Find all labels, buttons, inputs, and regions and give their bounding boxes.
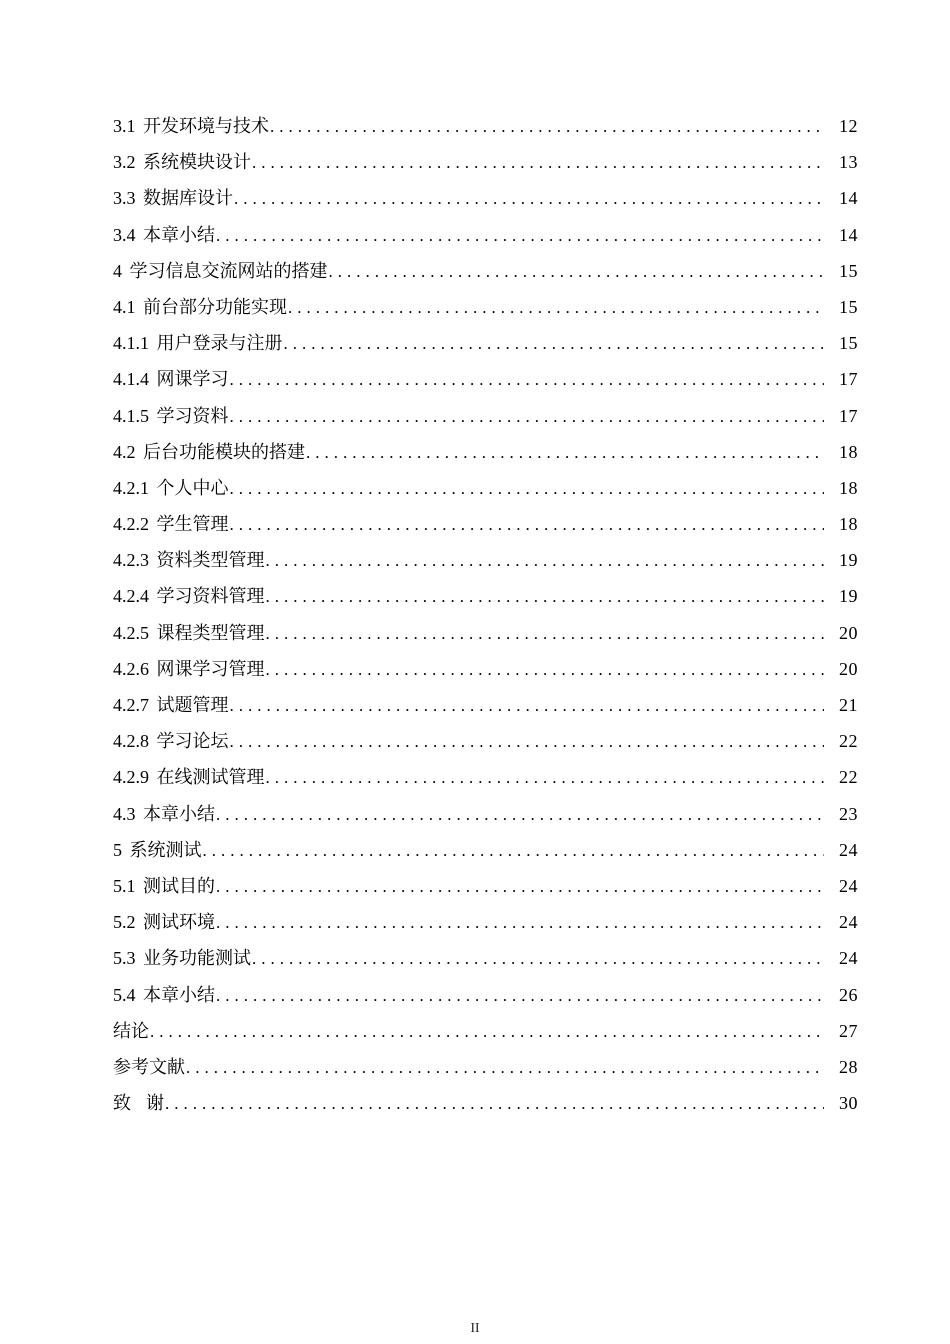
toc-entry-label: 5.2 测试环境 [113,912,215,933]
toc-entry-page: 28 [839,1056,858,1077]
toc-entry[interactable] [113,1017,858,1053]
dot-leader [216,877,824,897]
toc-entry-label: 结论 [113,1020,149,1041]
toc-entry-label: 4.2.4 学习资料管理 [113,586,265,607]
toc-entry-page: 30 [839,1093,858,1114]
toc-entry-label: 3.3 数据库设计 [113,188,233,209]
dot-leader [266,768,825,788]
toc-entry-page: 12 [839,116,858,136]
dot-leader [252,949,824,969]
dot-leader [216,226,824,246]
dot-leader [216,913,824,933]
toc-entry-label: 3.2 系统模块设计 [113,152,251,173]
toc-entry-page: 15 [839,260,858,281]
toc-entry-label: 4.2.8 学习论坛 [113,731,229,752]
toc-entry[interactable] [113,546,858,582]
dot-leader [150,1022,824,1042]
toc-entry-label: 5.1 测试目的 [113,875,215,896]
dot-leader [270,117,824,137]
toc-entry[interactable] [113,293,858,329]
toc-entry[interactable] [113,691,858,727]
dot-leader [266,551,825,571]
toc-entry-page: 24 [839,875,858,896]
toc-entry-page: 21 [839,695,858,715]
toc-entry-page: 14 [839,188,858,209]
toc-entry-label: 3.1 开发环境与技术 [113,116,269,136]
toc-entry-label: 5 系统测试 [113,839,202,860]
dot-leader [216,805,824,825]
dot-leader [266,660,825,680]
toc-entry-page: 20 [839,622,858,643]
dot-leader [288,298,824,318]
toc-entry-page: 23 [839,803,858,824]
toc-entry-page: 17 [839,405,858,426]
toc-entry-page: 18 [839,477,858,498]
toc-entry-label: 4.2.1 个人中心 [113,477,229,498]
toc-entry-label: 4.1.1 用户登录与注册 [113,333,283,354]
toc-entry-label: 4.1.4 网课学习 [113,369,229,390]
dot-leader [230,407,825,427]
dot-leader [216,986,824,1006]
toc-entry-label: 4.2.5 课程类型管理 [113,622,265,643]
toc-entry-label: 5.3 业务功能测试 [113,948,251,969]
toc-entry-page: 22 [839,731,858,752]
toc-entry[interactable] [113,1053,858,1089]
dot-leader [165,1094,824,1114]
toc-entry-page: 27 [839,1020,858,1041]
toc-entry[interactable] [113,981,858,1017]
table-of-contents [113,112,858,1125]
toc-entry[interactable] [113,944,858,980]
toc-entry[interactable] [113,510,858,546]
toc-entry-label: 致 谢 [113,1093,164,1114]
toc-entry[interactable] [113,329,858,365]
toc-entry-label: 3.4 本章小结 [113,224,215,245]
toc-entry-label: 参考文献 [113,1056,185,1077]
toc-entry[interactable] [113,221,858,257]
dot-leader [266,587,825,607]
toc-entry-page: 14 [839,224,858,245]
dot-leader [284,334,825,354]
dot-leader [266,624,825,644]
toc-entry[interactable] [113,438,858,474]
toc-entry-page: 19 [839,550,858,571]
dot-leader [329,262,825,282]
dot-leader [234,189,824,209]
toc-entry-label: 4.2.3 资料类型管理 [113,550,265,571]
toc-entry-page: 20 [839,658,858,679]
toc-entry[interactable] [113,872,858,908]
dot-leader [203,841,825,861]
toc-entry-page: 22 [839,767,858,788]
dot-leader [230,696,825,716]
toc-entry-label: 4.2.9 在线测试管理 [113,767,265,788]
dot-leader [230,370,825,390]
toc-entry[interactable] [113,582,858,618]
toc-entry-page: 18 [839,514,858,535]
toc-entry-label: 4 学习信息交流网站的搭建 [113,260,328,281]
toc-entry-page: 24 [839,912,858,933]
toc-entry[interactable] [113,655,858,691]
toc-entry-page: 17 [839,369,858,390]
dot-leader [230,515,825,535]
toc-entry-page: 18 [839,441,858,462]
page-number-footer: II [470,1320,480,1335]
toc-entry-page: 15 [839,333,858,354]
toc-entry[interactable] [113,112,858,148]
toc-entry[interactable] [113,365,858,401]
dot-leader [252,153,824,173]
toc-entry[interactable] [113,619,858,655]
toc-entry-label: 4.1 前台部分功能实现 [113,296,287,317]
toc-entry[interactable] [113,800,858,836]
toc-entry-label: 5.4 本章小结 [113,984,215,1005]
toc-entry-page: 13 [839,152,858,173]
toc-entry-page: 24 [839,839,858,860]
toc-entry[interactable] [113,1089,858,1125]
toc-entry-page: 15 [839,296,858,317]
toc-entry[interactable] [113,184,858,220]
toc-entry-page: 26 [839,984,858,1005]
dot-leader [230,479,825,499]
toc-entry-label: 4.2 后台功能模块的搭建 [113,441,305,462]
toc-entry-page: 24 [839,948,858,969]
toc-entry[interactable] [113,474,858,510]
toc-entry[interactable] [113,257,858,293]
toc-entry-label: 4.3 本章小结 [113,803,215,824]
toc-entry[interactable] [113,836,858,872]
toc-entry-label: 4.2.6 网课学习管理 [113,658,265,679]
toc-entry-label: 4.2.7 试题管理 [113,695,229,715]
toc-entry[interactable] [113,727,858,763]
dot-leader [186,1058,824,1078]
toc-entry[interactable] [113,908,858,944]
toc-entry[interactable] [113,148,858,184]
toc-entry-label: 4.1.5 学习资料 [113,405,229,426]
toc-entry[interactable] [113,402,858,438]
toc-entry[interactable] [113,763,858,799]
toc-entry-label: 4.2.2 学生管理 [113,514,229,535]
dot-leader [230,732,825,752]
dot-leader [306,443,824,463]
toc-entry-page: 19 [839,586,858,607]
